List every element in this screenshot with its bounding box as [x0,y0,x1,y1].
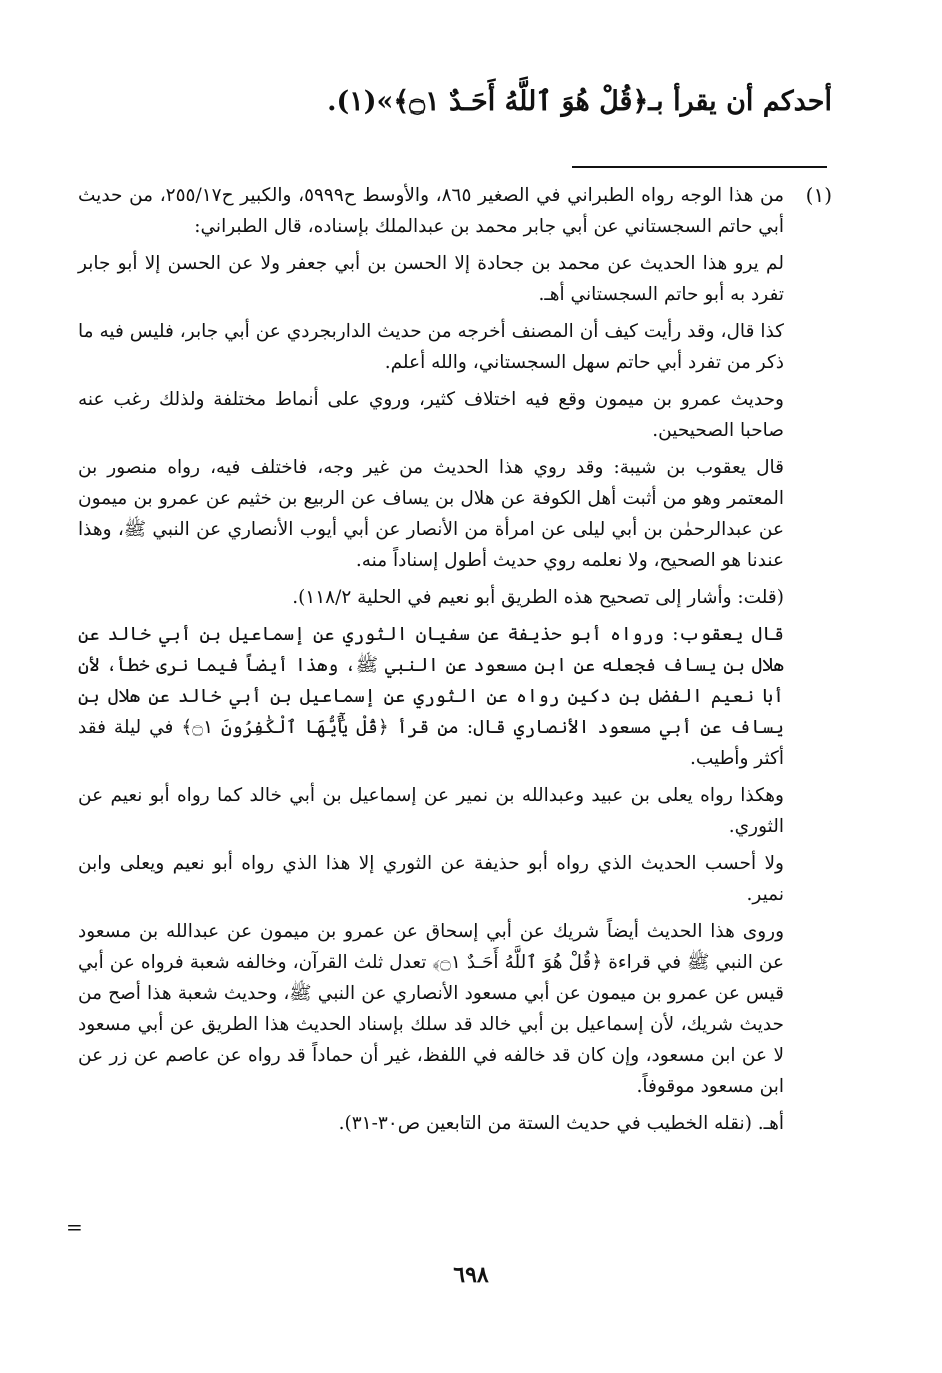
footnote-paragraph: ولا أحسب الحديث الذي رواه أبو حذيفة عن الثوري إلا هذا الذي رواه أبو نعيم ويعلى وابن نمير. [78,853,784,905]
footnote-paragraph: لم يرو هذا الحديث عن محمد بن جحادة إلا الحسن بن أبي جعفر ولا عن الحسن إلا أبو جابر تفرد به أبو حاتم السجستاني أهـ. [78,253,784,305]
continuation-mark: = [66,1215,83,1239]
footnote-number: (١) [805,183,832,207]
footnote-separator [572,166,827,168]
footnote-paragraph: وحديث عمرو بن ميمون وقع فيه اختلاف كثير، وروي على أنماط مختلفة ولذلك رغب عنه صاحبا الصحيحين. [78,389,784,441]
footnote-paragraph: من هذا الوجه رواه الطبراني في الصغير ٨٦٥، والأوسط ح٥٩٩٩، والكبير ح٢٥٥/١٧، من حديث أبي حاتم السجستاني عن أبي جابر محمد بن عبدالملك بإسناده، قال الطبراني: [78,185,784,237]
footnote-paragraph: قال يعقوب بن شيبة: وقد روي هذا الحديث من غير وجه، فاختلف فيه، رواه منصور بن المعتمر وهو من أثبت أهل الكوفة عن هلال بن يساف عن الربيع بن خثيم عن عمرو بن ميمون عن عبدالرحمٰن بن أبي ليلى عن امرأة من الأنصار عن أبي أيوب الأنصاري عن النبي ﷺ، وهذا عندنا هو الصحيح، ولا نعلمه روي حديث أطول إسناداً منه. [78,457,784,571]
footnote-paragraph: قال يعقوب: ورواه أبو حذيفة عن سفيان الثوري عن إسماعيل بن أبي خالد عن هلال بن يساف فجعله عن ابن مسعود عن النبي ﷺ، وهذا أيضاً فيما نرى خطأ، لأن أبا نعيم الفضل بن دكين رواه عن الثوري عن إسماعيل بن أبي خالد عن هلال بن يساف عن أبي مسعود الأنصاري قال: من قرأ ﴿قُلْ يَٰٓأَيُّهَا ٱلْكَٰفِرُونَ ۝١﴾ في ليلة فقد أكثر وأطيب. [78,624,785,769]
page-number: ٦٩٨ [453,1262,489,1288]
main-text-line: أحدكم أن يقرأ بـ﴿قُلْ هُوَ ٱللَّهُ أَحَـدٌ ۝١﴾»(١). [327,86,832,117]
footnote-paragraph: كذا قال، وقد رأيت كيف أن المصنف أخرجه من حديث الداربجردي عن أبي جابر، فليس فيه ما ذكر من تفرد أبي حاتم سهل السجستاني، والله أعلم. [78,321,784,373]
footnote-body [78,180,784,1145]
footnote-paragraph: (قلت: وأشار إلى تصحيح هذه الطريق أبو نعيم في الحلية ١١٨/٢). [292,587,784,608]
footnote-paragraph: وهكذا رواه يعلى بن عبيد وعبدالله بن نمير عن إسماعيل بن أبي خالد كما رواه أبو نعيم عن الثوري. [78,785,784,837]
footnote-paragraph: وروى هذا الحديث أيضاً شريك عن أبي إسحاق عن عمرو بن ميمون عن عبدالله بن مسعود عن النبي ﷺ في قراءة ﴿قُلْ هُوَ ٱللَّهُ أَحَـدٌ ۝١﴾ تعدل ثلث القرآن، وخالفه شعبة فرواه عن أبي قيس عن عمرو بن ميمون عن أبي مسعود الأنصاري عن النبي ﷺ، وحديث شعبة هذا أصح من حديث شريك، لأن إسماعيل بن أبي خالد قد سلك بإسناد الحديث هذا الطريق عن أبي مسعود لا عن ابن مسعود، وإن كان قد خالفه في اللفظ، غير أن حماداً قد رواه عن عاصم عن زر عن ابن مسعود موقوفاً. [78,921,784,1097]
footnote-paragraph: أهـ. (نقله الخطيب في حديث الستة من التابعين ص٣٠-٣١). [338,1113,784,1134]
